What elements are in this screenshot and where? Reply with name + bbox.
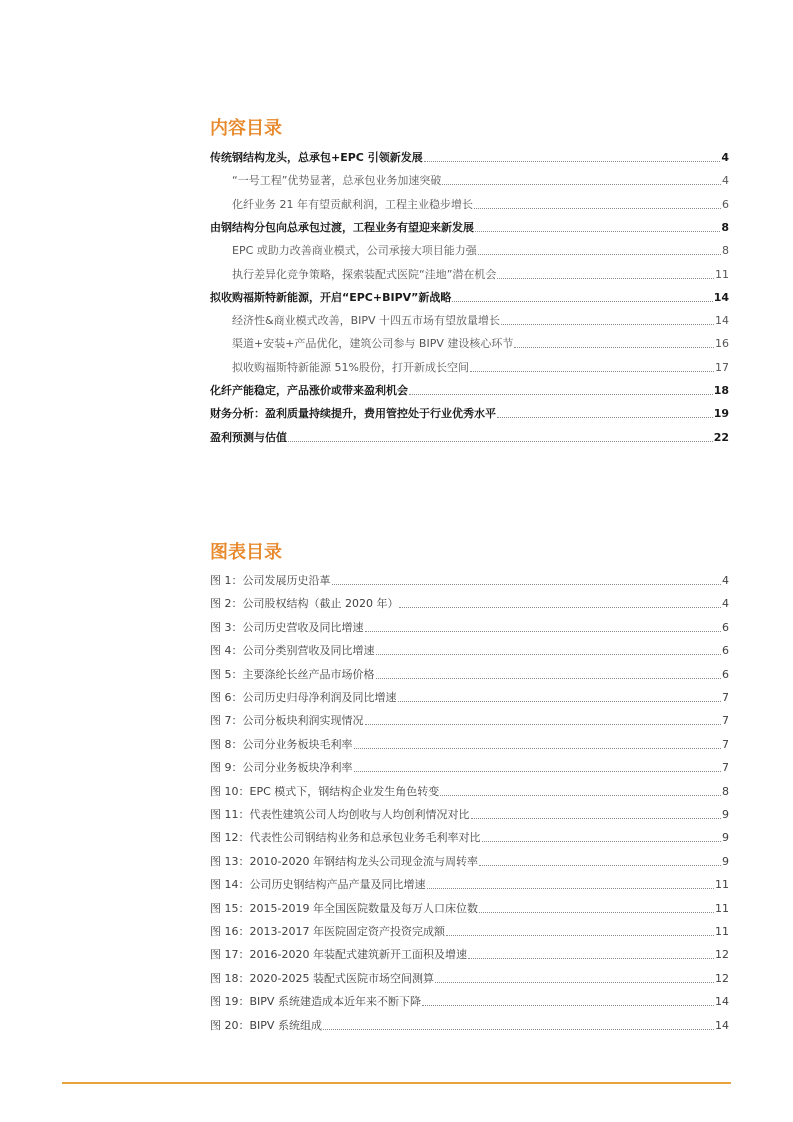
contents-heading: 内容目录 (210, 118, 282, 139)
figure-entry[interactable] (210, 781, 729, 799)
entry-page-number: 14 (715, 314, 729, 328)
toc-entry[interactable] (210, 194, 729, 212)
dot-leader (376, 654, 722, 655)
toc-entry[interactable] (210, 170, 729, 188)
toc-entry[interactable] (210, 427, 729, 445)
dot-leader (446, 935, 714, 936)
entry-title: 图 6：公司历史归母净利润及同比增速 (210, 691, 397, 704)
entry-page-number: 4 (722, 597, 729, 611)
entry-page-number: 7 (722, 761, 729, 775)
figure-entry[interactable] (210, 593, 729, 611)
dot-leader (409, 394, 713, 395)
dot-leader (501, 324, 714, 325)
toc-entry[interactable] (210, 403, 729, 421)
entry-page-number: 9 (722, 854, 729, 868)
figure-entry[interactable] (210, 1015, 729, 1033)
dot-leader (376, 678, 722, 679)
entry-title: 图 19：BIPV 系统建造成本近年来不断下降 (210, 995, 421, 1009)
entry-title: 图 12：代表性公司钢结构业务和总承包业务毛利率对比 (210, 831, 481, 845)
entry-title: 图 4：公司分类别营收及同比增速 (210, 644, 375, 658)
toc-entry[interactable] (210, 333, 729, 351)
figure-entry[interactable] (210, 898, 729, 916)
entry-title: 图 9：公司分业务板块净利率 (210, 761, 353, 775)
entry-title: 经济性&商业模式改善，BIPV 十四五市场有望放量增长 (232, 314, 501, 328)
figure-entry[interactable] (210, 921, 729, 939)
dot-leader (435, 982, 714, 983)
entry-title: 图 17：2016-2020 年装配式建筑新开工面积及增速 (210, 948, 467, 962)
entry-page-number: 18 (713, 384, 729, 397)
entry-title: 拟收购福斯特新能源 51%股份，打开新成长空间 (232, 360, 469, 374)
entry-title: 由钢结构分包向总承包过渡，工程业务有望迎来新发展 (210, 220, 474, 234)
entry-page-number: 11 (715, 901, 729, 915)
toc-entry[interactable] (210, 287, 729, 305)
entry-page-number: 12 (715, 948, 729, 962)
entry-page-number: 7 (722, 737, 729, 751)
figure-entry[interactable] (210, 734, 729, 752)
entry-title: 化纤业务 21 年有望贡献利润，工程主业稳步增长 (232, 197, 473, 211)
entry-page-number: 7 (722, 691, 729, 704)
figure-entry[interactable] (210, 687, 729, 705)
entry-title: 图 7：公司分板块利润实现情况 (210, 714, 364, 728)
entry-title: 图 13：2010-2020 年钢结构龙头公司现金流与周转率 (210, 854, 478, 868)
figure-entry[interactable] (210, 851, 729, 869)
dot-leader (440, 795, 721, 796)
entry-title: 图 11：代表性建筑公司人均创收与人均创利情况对比 (210, 808, 470, 821)
figure-entry[interactable] (210, 664, 729, 682)
figure-entry[interactable] (210, 757, 729, 775)
entry-page-number: 17 (715, 360, 729, 374)
entry-page-number: 11 (715, 267, 729, 281)
entry-title: EPC 或助力改善商业模式，公司承接大项目能力强 (232, 244, 477, 258)
footer-rule (62, 1082, 731, 1084)
entry-title: 图 1：公司发展历史沿革 (210, 574, 331, 587)
dot-leader (470, 371, 714, 372)
entry-title: 图 8：公司分业务板块毛利率 (210, 737, 353, 751)
dot-leader (452, 301, 712, 302)
entry-page-number: 14 (715, 1018, 729, 1032)
dot-leader (422, 1005, 714, 1006)
toc-entry[interactable] (210, 217, 729, 235)
dot-leader (399, 607, 721, 608)
dot-leader (471, 818, 722, 819)
dot-leader (365, 724, 722, 725)
entry-title: 拟收购福斯特新能源，开启“EPC+BIPV”新战略 (210, 290, 452, 304)
dot-leader (475, 231, 720, 232)
entry-title: “一号工程”优势显著，总承包业务加速突破 (232, 174, 442, 188)
entry-page-number: 6 (722, 620, 729, 634)
toc-entry[interactable] (210, 240, 729, 258)
dot-leader (474, 208, 721, 209)
entry-page-number: 8 (722, 784, 729, 798)
entry-page-number: 19 (713, 407, 729, 421)
entry-title: 执行差异化竞争策略，探索装配式医院“洼地”潜在机会 (232, 267, 497, 281)
entry-title: 图 15：2015-2019 年全国医院数量及每万人口床位数 (210, 901, 478, 915)
entry-page-number: 16 (715, 337, 729, 351)
dot-leader (468, 958, 714, 959)
entry-title: 传统钢结构龙头，总承包+EPC 引领新发展 (210, 151, 423, 164)
dot-leader (288, 441, 713, 442)
entry-title: 图 14：公司历史钢结构产品产量及同比增速 (210, 878, 426, 892)
dot-leader (323, 1029, 714, 1030)
figure-entry[interactable] (210, 968, 729, 986)
entry-page-number: 11 (715, 925, 729, 938)
entry-title: 图 18：2020-2025 装配式医院市场空间测算 (210, 971, 434, 985)
entry-page-number: 4 (721, 151, 729, 164)
figure-entry[interactable] (210, 804, 729, 822)
toc-entry[interactable] (210, 380, 729, 398)
figure-entry[interactable] (210, 944, 729, 962)
dot-leader (354, 748, 722, 749)
dot-leader (332, 584, 722, 585)
figure-entry[interactable] (210, 710, 729, 728)
dot-leader (479, 912, 714, 913)
entry-page-number: 14 (715, 995, 729, 1009)
entry-page-number: 8 (722, 244, 729, 258)
dot-leader (442, 184, 721, 185)
entry-page-number: 11 (715, 878, 729, 892)
dot-leader (398, 701, 722, 702)
entry-page-number: 9 (722, 831, 729, 845)
entry-title: 盈利预测与估值 (210, 430, 287, 444)
entry-page-number: 6 (722, 644, 729, 658)
entry-page-number: 4 (722, 574, 729, 587)
figure-entry[interactable] (210, 874, 729, 892)
entry-title: 渠道+安装+产品优化，建筑公司参与 BIPV 建设核心环节 (232, 337, 514, 351)
figures-heading: 图表目录 (210, 542, 282, 563)
toc-entry[interactable] (210, 264, 729, 282)
dot-leader (427, 888, 715, 889)
entry-page-number: 6 (722, 667, 729, 681)
entry-title: 图 2：公司股权结构（截止 2020 年） (210, 597, 399, 611)
figure-entry[interactable] (210, 991, 729, 1009)
toc-entry[interactable] (210, 357, 729, 375)
dot-leader (482, 841, 722, 842)
entry-title: 化纤产能稳定，产品涨价或带来盈利机会 (210, 384, 408, 397)
toc-entry[interactable] (210, 310, 729, 328)
entry-page-number: 8 (721, 220, 729, 234)
entry-title: 财务分析：盈利质量持续提升，费用管控处于行业优秀水平 (210, 407, 496, 421)
entry-page-number: 6 (722, 197, 729, 211)
entry-title: 图 16：2013-2017 年医院固定资产投资完成额 (210, 925, 445, 938)
dot-leader (365, 631, 722, 632)
dot-leader (354, 771, 722, 772)
entry-title: 图 5：主要涤纶长丝产品市场价格 (210, 667, 375, 681)
entry-title: 图 10：EPC 模式下，钢结构企业发生角色转变 (210, 784, 440, 798)
entry-page-number: 22 (713, 430, 729, 444)
entry-title: 图 3：公司历史营收及同比增速 (210, 620, 364, 634)
figure-entry[interactable] (210, 827, 729, 845)
dot-leader (478, 254, 721, 255)
entry-page-number: 9 (722, 808, 729, 821)
dot-leader (424, 161, 721, 162)
entry-title: 图 20：BIPV 系统组成 (210, 1018, 322, 1032)
dot-leader (497, 278, 714, 279)
figure-entry[interactable] (210, 617, 729, 635)
figure-entry[interactable] (210, 570, 729, 588)
toc-entry[interactable] (210, 147, 729, 165)
entry-page-number: 7 (722, 714, 729, 728)
entry-page-number: 14 (713, 290, 729, 304)
dot-leader (497, 417, 713, 418)
entry-page-number: 4 (722, 174, 729, 188)
figure-entry[interactable] (210, 640, 729, 658)
dot-leader (479, 865, 721, 866)
dot-leader (514, 347, 714, 348)
entry-page-number: 12 (715, 971, 729, 985)
